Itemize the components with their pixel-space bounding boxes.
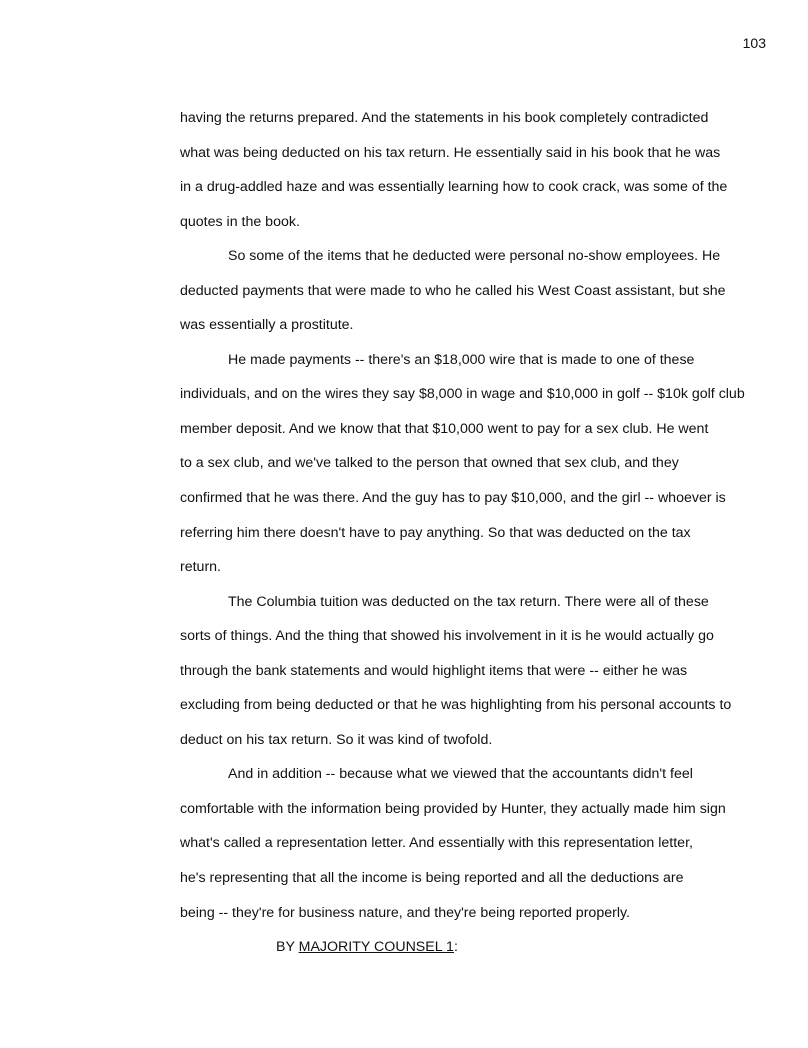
transcript-body <box>180 106 770 935</box>
transcript-line: comfortable with the information being provided by Hunter, they actually made him sign <box>180 800 726 817</box>
transcript-line: what was being deducted on his tax return. He essentially said in his book that he was <box>180 144 721 161</box>
speaker-prefix: BY <box>276 939 299 955</box>
transcript-line: through the bank statements and would highlight items that were -- either he was <box>180 662 688 679</box>
transcript-line: being -- they're for business nature, and they're being reported properly. <box>180 904 630 921</box>
transcript-line: referring him there doesn't have to pay anything. So that was deducted on the tax <box>180 524 691 541</box>
page-number: 103 <box>742 35 766 51</box>
speaker-suffix: : <box>453 939 458 955</box>
speaker-attribution <box>276 935 458 959</box>
transcript-line: was essentially a prostitute. <box>180 317 354 334</box>
speaker-name: MAJORITY COUNSEL 1 <box>298 939 454 955</box>
transcript-line: excluding from being deducted or that he was highlighting from his personal accounts to <box>180 697 732 714</box>
transcript-line: deduct on his tax return. So it was kind of twofold. <box>180 731 493 748</box>
transcript-line: individuals, and on the wires they say $8,000 in wage and $10,000 in golf -- $10k golf club <box>180 386 745 403</box>
transcript-line: deducted payments that were made to who he called his West Coast assistant, but she <box>180 282 726 299</box>
transcript-line: He made payments -- there's an $18,000 wire that is made to one of these <box>228 351 695 368</box>
transcript-line: he's representing that all the income is being reported and all the deductions are <box>180 870 684 887</box>
transcript-line: what's called a representation letter. And essentially with this representation letter, <box>180 835 693 852</box>
transcript-line: member deposit. And we know that that $10,000 went to pay for a sex club. He went <box>180 420 709 437</box>
transcript-line: having the returns prepared. And the statements in his book completely contradicted <box>180 110 709 126</box>
transcript-line: The Columbia tuition was deducted on the tax return. There were all of these <box>228 593 709 610</box>
transcript-line: So some of the items that he deducted were personal no-show employees. He <box>228 248 721 265</box>
transcript-line: in a drug-addled haze and was essentially learning how to cook crack, was some of the <box>180 179 728 196</box>
transcript-line: And in addition -- because what we viewed that the accountants didn't feel <box>228 766 693 783</box>
transcript-line: quotes in the book. <box>180 213 300 230</box>
transcript-line: sorts of things. And the thing that showed his involvement in it is he would actually go <box>180 628 714 645</box>
transcript-line: confirmed that he was there. And the guy has to pay $10,000, and the girl -- whoever is <box>180 490 726 507</box>
transcript-line: to a sex club, and we've talked to the person that owned that sex club, and they <box>180 455 679 472</box>
transcript-line: return. <box>180 559 222 576</box>
